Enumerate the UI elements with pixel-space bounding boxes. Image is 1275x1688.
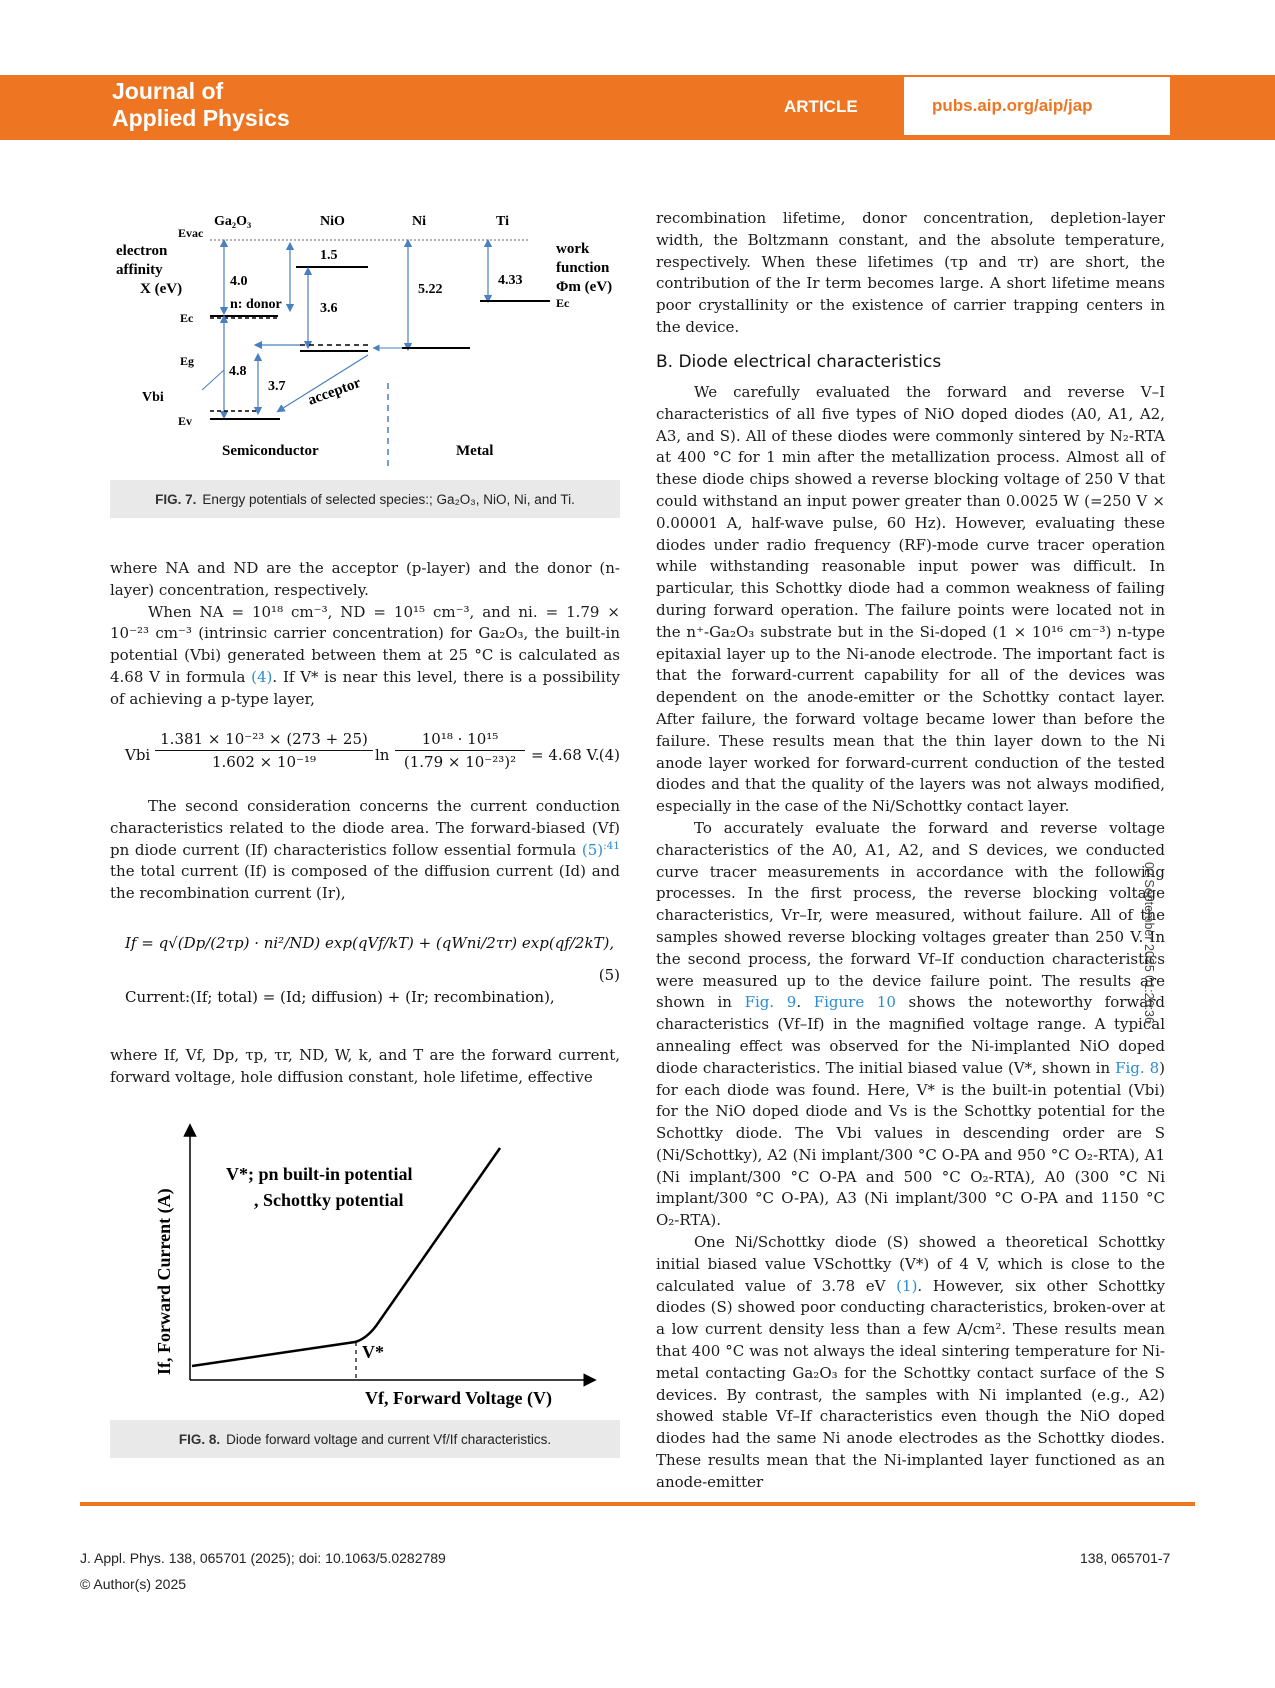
label-metal: Metal xyxy=(456,443,494,459)
equation-4 xyxy=(125,730,620,786)
label-ga2o3: Ga₂O₃ xyxy=(214,214,252,229)
page-number: 138, 065701-7 xyxy=(1080,1550,1171,1566)
figure-8 xyxy=(110,1120,620,1420)
journal-title-line2: Applied Physics xyxy=(112,105,290,131)
x-axis-label: Vf, Forward Voltage (V) xyxy=(365,1388,552,1408)
paragraph xyxy=(110,796,620,905)
paragraph: We carefully evaluated the forward and reverse V–I characteristics of all five types of NiO doped diodes (A0, A1, A2, A3, and S). All of these diodes were commonly sintered by N₂-RTA at 400 °C for 1 min after the metallization process. Almost all of these diode chips showed a reverse blocking voltage of 250 V that could withstand an input power greater than 0.0025 W (=250 V × 0.00001 A, half-wave pulse, 60 Hz). However, evaluating these diodes under radio frequency (RF)-mode curve tracer operation while withstanding reasonable input power was difficult. In particular, this Schottky diode had a common weakness of failing during forward operation. The failure points were located not in the n⁺-Ga₂O₃ substrate but in the Si-doped (1 × 10¹⁶ cm⁻³) n-type epitaxial layer up to the Ni-anode electrode. The important fact is that the forward-current capability for all of the devices was dependent on the anode-emitter or the Schottky contact layer. After failure, the forward voltage became lower than before the failure. These results mean that the thin layer down to the Ni anode layer worked for forward-current conduction of the tested diodes and that the quality of the layers was not always modified, especially in the case of the Ni/Schottky contact layer. xyxy=(656,383,1165,816)
vbi-pointer xyxy=(202,370,224,390)
y-axis-label: If, Forward Current (A) xyxy=(154,1188,174,1375)
journal-url-link[interactable]: pubs.aip.org/aip/jap xyxy=(932,96,1093,115)
value-5-22: 5.22 xyxy=(418,282,443,297)
label-phi-m: Φm (eV) xyxy=(556,279,613,295)
paragraph: where If, Vf, Dp, τp, τr, ND, W, k, and T are the forward current, forward voltage, hole diffusion constant, hole lifetime, effective xyxy=(110,1046,620,1086)
text-span: . xyxy=(796,993,814,1012)
paragraph xyxy=(110,602,620,711)
journal-title[interactable] xyxy=(112,78,290,132)
paragraph xyxy=(656,1232,1165,1494)
energy-diagram xyxy=(110,205,620,480)
label-work: work xyxy=(556,241,590,257)
figure-7-caption-text: Energy potentials of selected species:; Ga₂O₃, NiO, Ni, and Ti. xyxy=(202,491,575,507)
copyright: © Author(s) 2025 xyxy=(80,1576,187,1592)
paragraph: recombination lifetime, donor concentration, depletion-layer width, the Boltzmann constant, and the absolute temperature, respectively. When these lifetimes (τp and τr) are short, the contribution of the Ir term becomes large. A short lifetime means poor crystallinity or the existence of carrier trapping centers in the device. xyxy=(656,209,1165,336)
value-4-0: 4.0 xyxy=(230,274,248,289)
equation-5 xyxy=(125,930,620,1010)
text-span: the total current (If) is composed of the diffusion current (Id) and the recombination current (Ir), xyxy=(110,862,620,903)
text-span: One Ni/Schottky diode (S) showed a theoretical Schottky initial biased value VSchottky (V*) of 4 V, which is close to the calculated value of 3.78 eV xyxy=(656,1233,1165,1295)
value-1-5: 1.5 xyxy=(320,248,338,263)
eq4-fraction-2 xyxy=(395,730,525,771)
paragraph: where NA and ND are the acceptor (p-layer) and the donor (n-layer) concentration, respectively. xyxy=(110,559,620,599)
figure-7-caption-label: FIG. 7. xyxy=(155,491,197,507)
label-electron: electron xyxy=(116,243,168,259)
vstar-label: V* xyxy=(362,1342,384,1362)
label-affinity: affinity xyxy=(116,262,163,278)
value-4-33: 4.33 xyxy=(498,273,523,288)
eq4-ln: ln xyxy=(375,746,390,764)
fig8-link[interactable]: Fig. 8 xyxy=(1115,1058,1160,1077)
label-acceptor: acceptor xyxy=(305,374,364,409)
article-label: ARTICLE xyxy=(784,97,858,116)
fig9-link[interactable]: Fig. 9 xyxy=(744,993,797,1012)
footer-rule xyxy=(80,1502,1195,1506)
label-ec-right: Ec xyxy=(556,296,570,310)
eq4-num2: 10¹⁸ · 10¹⁵ xyxy=(395,730,525,751)
eq4-rhs: = 4.68 V. xyxy=(531,746,600,764)
label-function: function xyxy=(556,260,610,276)
label-ni: Ni xyxy=(412,214,426,229)
left-column xyxy=(110,558,620,711)
label-ti: Ti xyxy=(496,214,509,229)
eq4-fraction-1 xyxy=(155,730,373,771)
text-span: shows the noteworthy forward characteristics (Vf–If) in the magnified voltage range. A typical annealing effect was observed for the Ni-implanted NiO doped diode characteristics. The initial biased value (V*, shown in xyxy=(656,993,1165,1077)
left-column-cont xyxy=(110,796,620,905)
figure-7-caption xyxy=(110,480,620,518)
label-nio: NiO xyxy=(320,214,345,229)
figure-8-caption-label: FIG. 8. xyxy=(178,1431,221,1447)
label-evac: Evac xyxy=(178,226,204,240)
legend-line-1: V*; pn built-in potential xyxy=(226,1164,413,1184)
legend-line-2: , Schottky potential xyxy=(254,1190,404,1210)
text-span: ) for each diode was found. Here, V* is the built-in potential (Vbi) for the NiO doped diode and Vs is the Schottky potential for the Schottky diode. The Vbi values in descending order are S (Ni/Schottky), A2 (Ni implant/300 °C O-PA and 950 °C O₂-RTA), A1 (Ni implant/300 °C O-PA and 500 °C O₂-RTA), A0 (300 °C Ni implant/300 °C O-PA), A3 (Ni implant/300 °C O-PA and 1150 °C O₂-RTA). xyxy=(656,1058,1165,1230)
eq5-line2: Current:(If; total) = (Id; diffusion) + (Ir; recombination), xyxy=(125,988,555,1006)
eq4-number: (4) xyxy=(598,746,620,764)
text-span: = 1.79 × 10⁻²³ cm⁻³ (intrinsic carrier concentration) for Ga₂O₃, the built-in potential (Vbi) generated between them at 25 °C is calculated as 4.68 V in formula xyxy=(110,602,620,686)
text-span: The second consideration concerns the current conduction characteristics related to the diode area. The forward-biased (Vf) pn diode current (If) characteristics follow essential formula xyxy=(110,797,620,859)
equation-5-link[interactable]: (5) xyxy=(581,840,604,859)
paragraph xyxy=(656,818,1165,1232)
label-semiconductor: Semiconductor xyxy=(222,443,319,459)
label-n-donor: n: donor xyxy=(230,297,282,312)
text-span: To accurately evaluate the forward and reverse voltage characteristics of the A0, A1, A2, and S devices, we conducted curve tracer measurements in accordance with the following processes. In the first process, the reverse blocking voltage characteristics, Vr–Ir, were measured, without failure. All of the samples showed reverse blocking voltages greater than 250 V. In the second process, the forward Vf–If conduction characteristics were measured up to the device failure point. The results are shown in xyxy=(656,818,1165,1012)
vi-curve-plot xyxy=(110,1120,620,1420)
right-column-top xyxy=(656,208,1165,339)
journal-title-line1: Journal of xyxy=(112,78,224,104)
eq5-line1: If = q√(Dp/(2τp) · ni²/ND) exp(qVf/kT) + (qWni/2τr) exp(qf/2kT), xyxy=(125,934,615,952)
section-heading: B. Diode electrical characteristics xyxy=(656,352,942,372)
figure-7 xyxy=(110,205,620,480)
equation-1-link[interactable]: (1) xyxy=(896,1276,918,1295)
eq4-num1: 1.381 × 10⁻²³ × (273 + 25) xyxy=(155,730,373,751)
eq4-den2: (1.79 × 10⁻²³)² xyxy=(403,753,517,771)
text-span: . However, six other Schottky diodes (S) showed poor conducting characteristics, broken-over at a low current density less than a few A/cm². These results mean that 400 °C was not always the ideal sintering temperature for Ni-metal contacting Ga₂O₃ for the Schottky contact surface of the S devices. By contrast, the samples with Ni implanted (e.g., A2) showed stable Vf–If characteristics even though the NiO doped diodes had the same Ni anode electrodes as the Schottky diodes. These results mean that the Ni-implanted layer functioned as an anode-emitter xyxy=(656,1276,1165,1491)
text-span: . If V* is near this level, there is a possibility of achieving a p-type layer, xyxy=(110,667,620,708)
left-column-end xyxy=(110,1045,620,1089)
text-span: When NA = 10¹⁸ cm⁻³, ND = 10¹⁵ cm⁻³, and ni. xyxy=(148,602,538,621)
label-vbi: Vbi xyxy=(142,390,164,405)
right-column-body xyxy=(656,382,1165,1494)
eq5-number: (5) xyxy=(598,966,620,984)
fig10-link[interactable]: Figure 10 xyxy=(813,993,896,1012)
label-chi-ev: X (eV) xyxy=(140,281,183,297)
eq4-lhs: Vbi xyxy=(125,746,151,764)
label-ev: Ev xyxy=(178,414,193,428)
figure-8-caption-text: Diode forward voltage and current Vf/If characteristics. xyxy=(226,1431,552,1447)
citation: J. Appl. Phys. 138, 065701 (2025); doi: 10.1063/5.0282789 xyxy=(80,1550,446,1566)
figure-8-caption xyxy=(110,1420,620,1458)
download-timestamp: 02 September 2025 01:26:36 xyxy=(1142,862,1156,1024)
label-ec-left: Ec xyxy=(180,311,194,325)
label-eg: Eg xyxy=(180,354,195,368)
eq4-den1: 1.602 × 10⁻¹⁹ xyxy=(211,753,317,771)
value-3-6: 3.6 xyxy=(320,301,338,316)
value-4-8: 4.8 xyxy=(229,364,247,379)
reference-41-link[interactable]: :41 xyxy=(603,839,620,852)
value-3-7: 3.7 xyxy=(268,379,286,394)
equation-4-link[interactable]: (4) xyxy=(251,667,273,686)
